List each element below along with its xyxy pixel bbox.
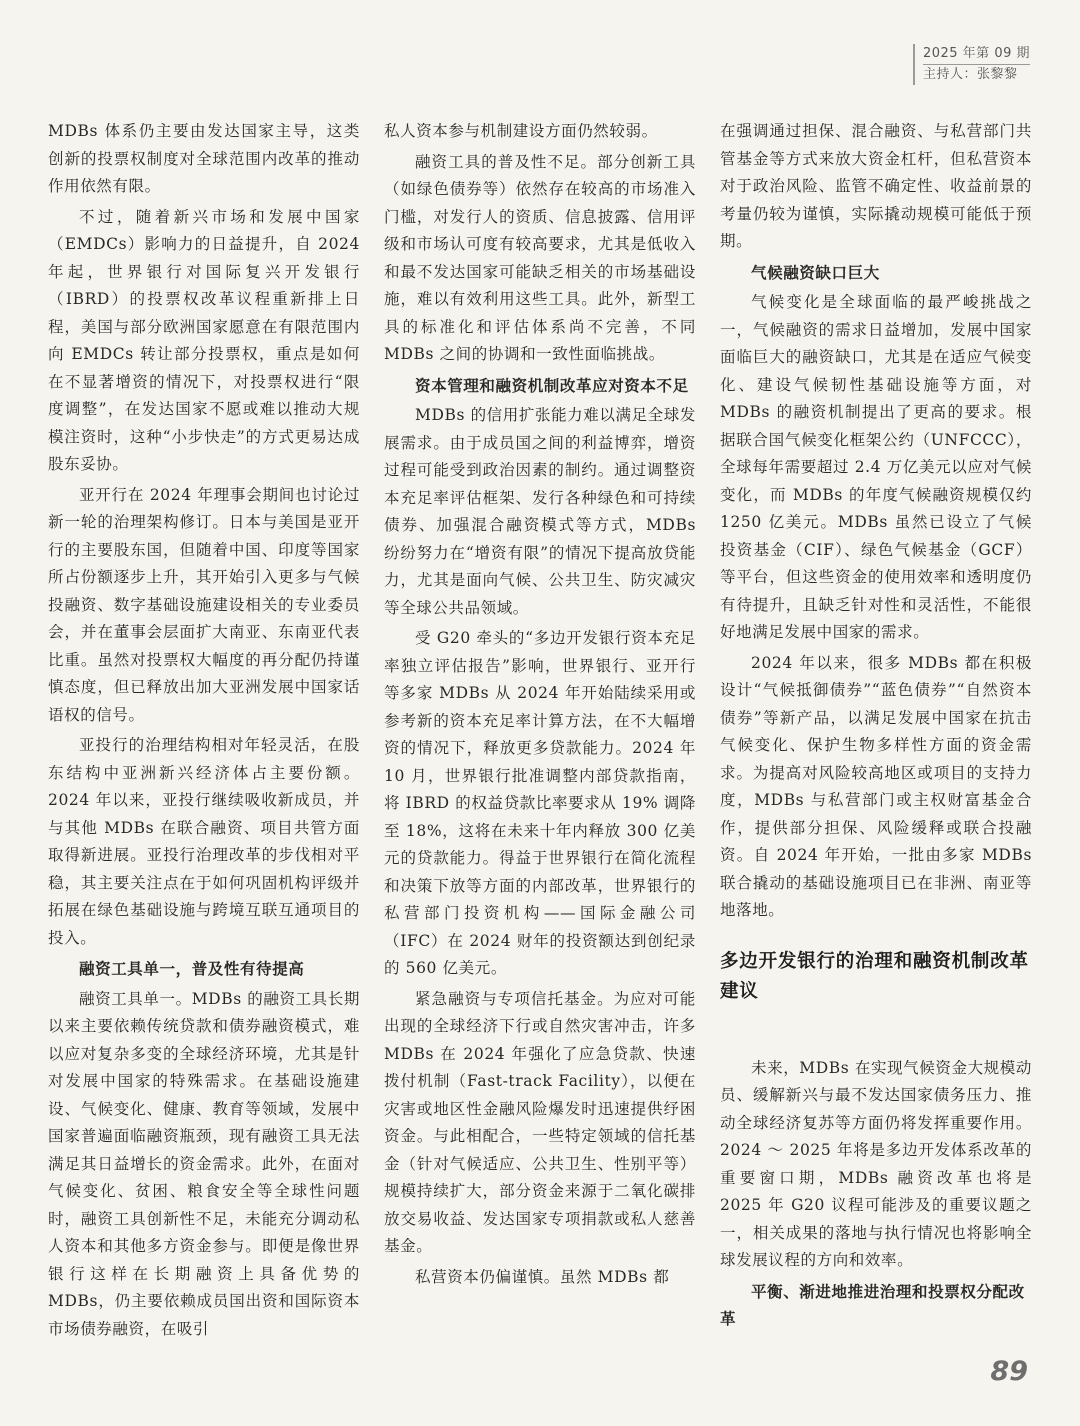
column-1 [48,118,360,1353]
page-number: 89 [990,1356,1028,1387]
subheading: 平衡、渐进地推进治理和投票权分配改革 [720,1281,1025,1328]
paragraph: MDBs 的信用扩张能力难以满足全球发展需求。由于成员国之间的利益博弈，增资过程可能受到政治因素的制约。通过调整资本充足率评估框架、发行各种绿色和可持续债券、加强混合融资模式等方式，MDBs 纷纷努力在“增资有限”的情况下提高放贷能力，尤其是面向气候、公共卫生、防灾减灾等全球公共品领域。 [384,406,696,617]
paragraph: 2024 年以来，很多 MDBs 都在积极设计“气候抵御债券”“蓝色债券”“自然资本债券”等新产品，以满足发展中国家在抗击气候变化、保护生物多样性方面的资金需求。为提高对风险较高地区或项目的支持力度，MDBs 与私营部门或主权财富基金合作，提供部分担保、风险缓释或联合投融资。自 2024 年开始，一批由多家 MDBs 联合撬动的基础设施项目已在非洲、南亚等地落地。 [720,653,1032,919]
issue-label: 2025 年第 09 期 [923,44,1030,65]
paragraph: 不过，随着新兴市场和发展中国家（EMDCs）影响力的日益提升，自 2024 年起，世界银行对国际复兴开发银行（IBRD）的投票权改革议程重新排上日程，美国与部分欧洲国家愿意在有限范围内向 EMDCs 转让部分投票权，重点是如何在不显著增资的情况下，对投票权进行“限度调整”，在发达国家不愿或难以推动大规模注资时，这种“小步快走”的方式更易达成股东妥协。 [48,207,360,473]
column-2 [384,118,696,1353]
paragraph: 紧急融资与专项信托基金。为应对可能出现的全球经济下行或自然灾害冲击，许多 MDBs 在 2024 年强化了应急贷款、快速拨付机制（Fast-track Facility），以便在灾害或地区性金融风险爆发时迅速提供纾困资金。与此相配合，一些特定领域的信托基金（针对气候适应、公共卫生、性别平等）规模持续扩大，部分资金来源于二氧化碳排放交易收益、发达国家专项捐款或私人慈善基金。 [384,989,696,1255]
paragraph: MDBs 体系仍主要由发达国家主导，这类创新的投票权制度对全球范围内改革的推动作用依然有限。 [48,122,360,195]
section-heading: 多边开发银行的治理和融资机制改革建议 [720,950,1029,1002]
column-3 [720,118,1032,1353]
paragraph: 亚开行在 2024 年理事会期间也讨论过新一轮的治理架构修订。日本与美国是亚开行的主要股东国，但随着中国、印度等国家所占份额逐步上升，其开始引入更多与气候投融资、数字基础设施建设相关的专业委员会，并在董事会层面扩大南亚、东南亚代表比重。虽然对投票权大幅度的再分配仍持谨慎态度，但已释放出加大亚洲发展中国家话语权的信号。 [48,485,360,724]
paragraph: 融资工具单一。MDBs 的融资工具长期以来主要依赖传统贷款和债券融资模式，难以应对复杂多变的全球经济环境，尤其是针对发展中国家的特殊需求。在基础设施建设、气候变化、健康、教育等领域，发展中国家普遍面临融资瓶颈，现有融资工具无法满足其日益增长的资金需求。此外，在面对气候变化、贫困、粮食安全等全球性问题时，融资工具创新性不足，未能充分调动私人资本和其他多方资金参与。即便是像世界银行这样在长期融资上具备优势的 MDBs，仍主要依赖成员国出资和国际资本市场债券融资，在吸引 [48,989,360,1338]
paragraph: 私营资本仍偏谨慎。虽然 MDBs 都 [415,1267,670,1286]
paragraph: 亚投行的治理结构相对年轻灵活，在股东结构中亚洲新兴经济体占主要份额。2024 年以来，亚投行继续吸收新成员，并与其他 MDBs 在联合融资、项目共管方面取得新进展。亚投行治理改革的步伐相对平稳，其主要关注点在于如何巩固机构评级并拓展在绿色基础设施与跨境互联互通项目的投入。 [48,736,360,947]
issue-header [913,44,1030,85]
paragraph: 未来，MDBs 在实现气候资金大规模动员、缓解新兴与最不发达国家债务压力、推动全球经济复苏等方面仍将发挥重要作用。2024 ～ 2025 年将是多边开发体系改革的重要窗口期，MDBs 融资改革也将是 2025 年 G20 议程可能涉及的重要议题之一，相关成果的落地与执行情况也将影响全球发展议程的方向和效率。 [720,1058,1032,1269]
paragraph: 气候变化是全球面临的最严峻挑战之一，气候融资的需求日益增加，发展中国家面临巨大的融资缺口，尤其是在适应气候变化、建设气候韧性基础设施等方面，对 MDBs 的融资机制提出了更高的要求。根据联合国气候变化框架公约（UNFCCC），全球每年需要超过 2.4 万亿美元以应对气候变化，而 MDBs 的年度气候融资规模仅约 1250 亿美元。MDBs 虽然已设立了气候投资基金（CIF）、绿色气候基金（GCF）等平台，但这些资金的使用效率和透明度仍有待提升，且缺乏针对性和灵活性，不能很好地满足发展中国家的需求。 [720,293,1032,641]
paragraph: 融资工具的普及性不足。部分创新工具（如绿色债券等）依然存在较高的市场准入门槛，对发行人的资质、信息披露、信用评级和市场认可度有较高要求，尤其是低收入和最不发达国家可能缺乏相关的市场基础设施，难以有效利用这些工具。此外，新型工具的标准化和评估体系尚不完善，不同 MDBs 之间的协调和一致性面临挑战。 [384,152,696,363]
paragraph: 私人资本参与机制建设方面仍然较弱。 [384,122,658,140]
article-body [48,118,1032,1353]
subheading: 资本管理和融资机制改革应对资本不足 [415,375,689,395]
paragraph: 在强调通过担保、混合融资、与私营部门共管基金等方式来放大资金杠杆，但私营资本对于政治风险、监管不确定性、收益前景的考量仍较为谨慎，实际撬动规模可能低于预期。 [720,122,1032,250]
subheading: 融资工具单一，普及性有待提高 [79,959,305,978]
subheading: 气候融资缺口巨大 [751,262,880,282]
host-label: 主持人：张黎黎 [922,67,1018,82]
paragraph: 受 G20 牵头的“多边开发银行资本充足率独立评估报告”影响，世界银行、亚开行等多家 MDBs 从 2024 年开始陆续采用或参考新的资本充足率计算方法，在不大幅增资的情况下，释放更多贷款能力。2024 年 10 月，世界银行批准调整内部贷款指南，将 IBRD 的权益贷款比率要求从 19% 调降至 18%，这将在未来十年内释放 300 亿美元的贷款能力。得益于世界银行在简化流程和决策下放等方面的内部改革，世界银行的私营部门投资机构——国际金融公司（IFC）在 2024 财年的投资额达到创纪录的 560 亿美元。 [384,629,696,977]
